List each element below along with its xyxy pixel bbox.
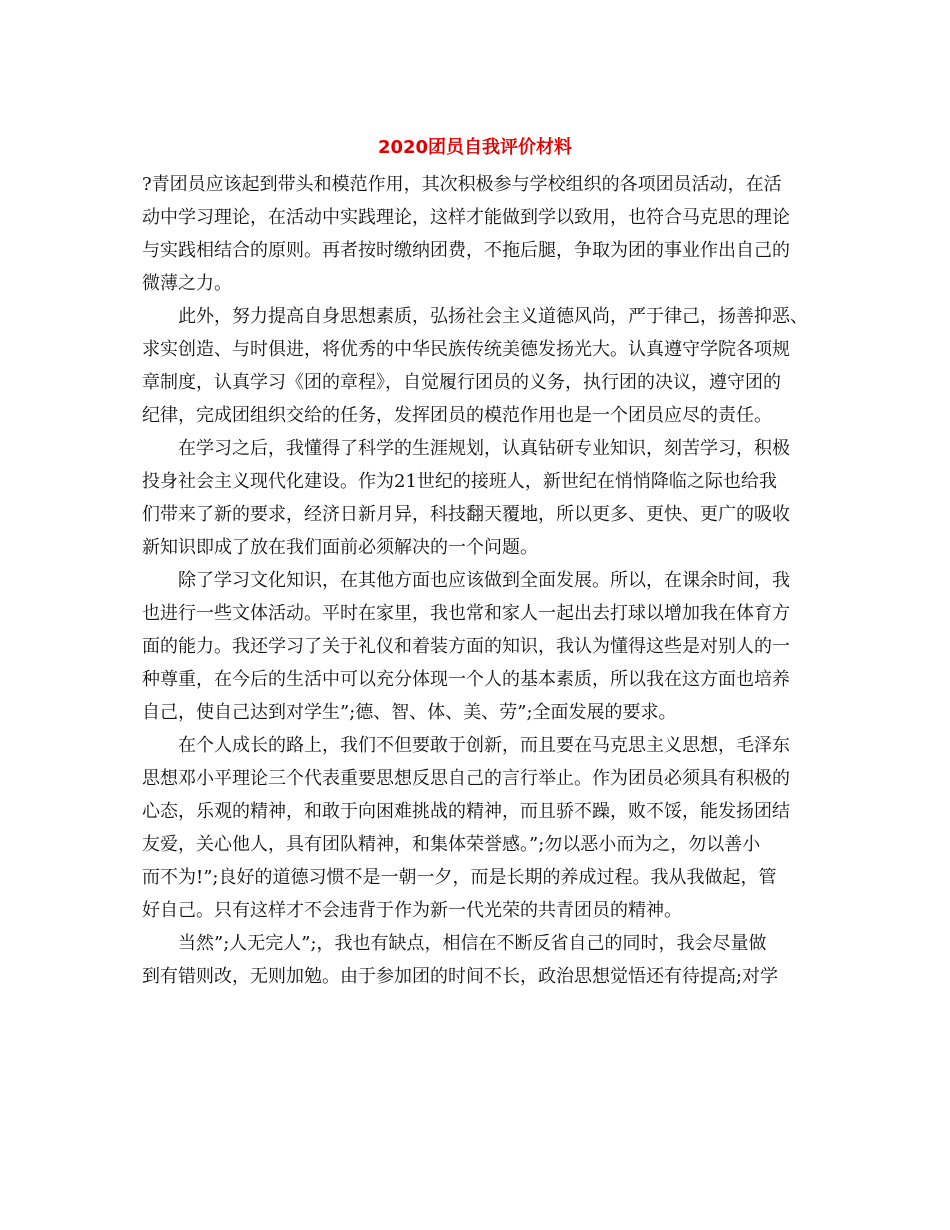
document-title: 2020团员自我评价材料 <box>377 137 573 158</box>
text-line: 新知识即成了放在我们面前必须解决的一个问题。 <box>142 537 538 558</box>
paragraph-first-line: 在个人成长的路上，我们不但要敢于创新，而且要在马克思主义思想，毛泽东 <box>178 735 790 756</box>
text-line: 投身社会主义现代化建设。作为21世纪的接班人，新世纪在悄悄降临之际也给我 <box>142 471 777 492</box>
text-line: ?青团员应该起到带头和模范作用，其次积极参与学校组织的各项团员活动，在活 <box>142 174 782 195</box>
document-body <box>142 168 822 993</box>
text-line: 纪律，完成团组织交给的任务，发挥团员的模范作用也是一个团员应尽的责任。 <box>142 405 772 426</box>
text-line: 自己，使自己达到对学生”;德、智、体、美、劳”;全面发展的要求。 <box>142 702 677 723</box>
paragraph-first-line: 此外，努力提高自身思想素质，弘扬社会主义道德风尚，严于律己，扬善抑恶、 <box>178 306 808 327</box>
text-line: 动中学习理论，在活动中实践理论，这样才能做到学以致用，也符合马克思的理论 <box>142 207 790 228</box>
paragraph-first-line: 除了学习文化知识，在其他方面也应该做到全面发展。所以，在课余时间，我 <box>178 570 790 591</box>
text-line: 章制度，认真学习《团的章程》，自觉履行团员的义务，执行团的决议，遵守团的 <box>142 372 781 393</box>
text-line: 种尊重，在今后的生活中可以充分体现一个人的基本素质，所以我在这方面也培养 <box>142 669 790 690</box>
text-line: 也进行一些文体活动。平时在家里，我也常和家人一起出去打球以增加我在体育方 <box>142 603 790 624</box>
text-line: 与实践相结合的原则。再者按时缴纳团费，不拖后腿，争取为团的事业作出自己的 <box>142 240 790 261</box>
text-line: 面的能力。我还学习了关于礼仪和着装方面的知识，我认为懂得这些是对别人的一 <box>142 636 790 657</box>
text-line: 友爱，关心他人，具有团队精神，和集体荣誉感。”;勿以恶小而为之，勿以善小 <box>142 834 761 855</box>
text-line: 求实创造、与时俱进，将优秀的中华民族传统美德发扬光大。认真遵守学院各项规 <box>142 339 790 360</box>
text-line: 微薄之力。 <box>142 273 232 294</box>
text-line: 好自己。只有这样才不会违背于作为新一代光荣的共青团员的精神。 <box>142 900 682 921</box>
text-line: 到有错则改，无则加勉。由于参加团的时间不长，政治思想觉悟还有待提高;对学 <box>142 966 779 987</box>
text-line: 思想邓小平理论三个代表重要思想反思自己的言行举止。作为团员必须具有积极的 <box>142 768 790 789</box>
paragraph-first-line: 在学习之后，我懂得了科学的生涯规划，认真钻研专业知识，刻苦学习，积极 <box>178 438 790 459</box>
text-line: 而不为!”;良好的道德习惯不是一朝一夕，而是长期的养成过程。我从我做起，管 <box>142 867 777 888</box>
text-line: 心态，乐观的精神，和敢于向困难挑战的精神，而且骄不躁，败不馁，能发扬团结 <box>142 801 790 822</box>
paragraph-first-line: 当然”;人无完人”;，我也有缺点，相信在不断反省自己的同时，我会尽量做 <box>178 933 767 954</box>
text-line: 们带来了新的要求，经济日新月异，科技翻天覆地，所以更多、更快、更广的吸收 <box>142 504 790 525</box>
